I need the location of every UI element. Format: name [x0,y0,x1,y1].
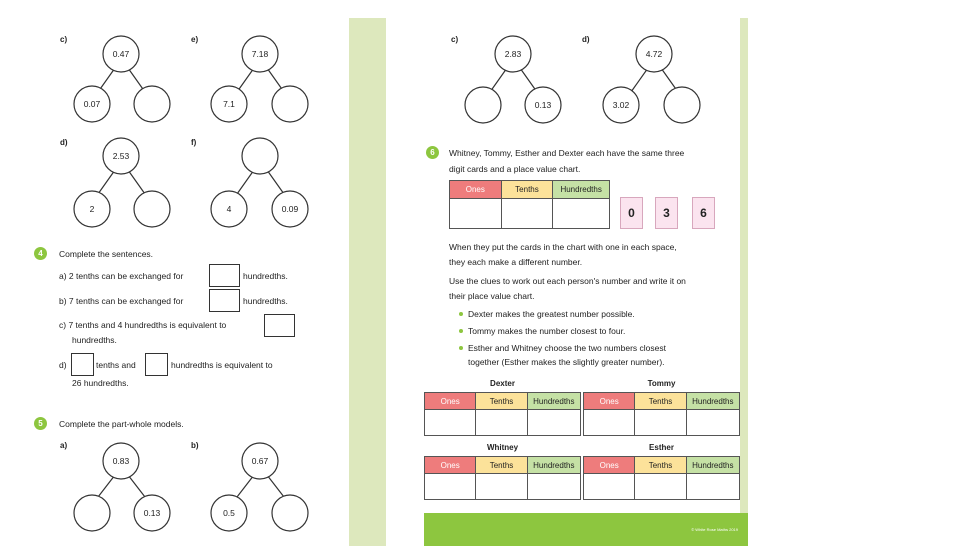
clue-text: Dexter makes the greatest number possible. [468,309,635,319]
sentence-d-mid: tenths and [96,360,136,370]
model-part-value: 4 [226,204,232,214]
model-label: d) [582,35,590,44]
model-whole-value: 7.18 [251,49,269,59]
answer-cell[interactable] [527,474,580,500]
sentence-a: a) 2 tenths can be exchanged for [59,271,184,281]
sentence-d-label: d) [59,360,67,370]
model-label: f) [191,138,197,147]
model-label: c) [60,35,68,44]
answer-cell[interactable] [635,474,686,500]
answer-box-d2[interactable] [145,353,168,376]
person-name-tommy: Tommy [647,379,676,388]
place-value-chart-dexter: Ones Tenths Hundredths [424,392,581,436]
sentence-c: c) 7 tenths and 4 hundredths is equivalent to [59,320,227,330]
bullet-point [459,312,463,316]
question-number-badge: 4 [34,247,47,260]
model-label: d) [60,138,68,147]
model-part-value: 7.1 [223,99,235,109]
answer-cell[interactable] [686,474,739,500]
answer-box-a[interactable] [209,264,240,287]
sentence-b: b) 7 tenths can be exchanged for [59,296,184,306]
model-whole-value: 4.72 [645,49,663,59]
sentence-d-end: hundredths is equivalent to [171,360,273,370]
header-hundredths: Hundredths [553,181,610,199]
question-title: Complete the sentences. [59,249,154,259]
question-number-badge: 5 [34,417,47,430]
model-whole-value: 0.83 [112,456,130,466]
header-ones: Ones [450,181,502,199]
answer-cell[interactable] [584,410,635,436]
model-part-value: 0.09 [281,204,299,214]
model-whole-value: 0.67 [251,456,269,466]
answer-box-c[interactable] [264,314,295,337]
sentence-a-end: hundredths. [243,271,288,281]
digit-card: 6 [692,197,715,229]
model-part-value: 3.02 [612,100,630,110]
model-part-value: 0.13 [143,508,161,518]
sentence-c-end: hundredths. [72,335,117,345]
q6-paragraph: When they put the cards in the chart with one in each space, [449,242,677,252]
answer-cell[interactable] [686,410,739,436]
answer-box-d1[interactable] [71,353,94,376]
question-title: Complete the part-whole models. [59,419,184,429]
model-part-value: 0.13 [534,100,552,110]
clue-text: Esther and Whitney choose the two numbers closest [468,343,666,353]
q6-intro: Whitney, Tommy, Esther and Dexter each have the same three [449,148,685,158]
place-value-chart-whitney: Ones Tenths Hundredths [424,456,581,500]
answer-cell[interactable] [635,410,686,436]
model-label: a) [60,441,68,450]
digit-card: 3 [655,197,678,229]
model-part-value: 0.5 [223,508,235,518]
model-label: e) [191,35,199,44]
sentence-d-post: 26 hundredths. [72,378,129,388]
question-number-badge: 6 [426,146,439,159]
model-whole-value: 2.83 [504,49,522,59]
sentence-b-end: hundredths. [243,296,288,306]
person-name-whitney: Whitney [486,443,519,452]
bullet-point [459,346,463,350]
answer-cell[interactable] [527,410,580,436]
clue-text: Tommy makes the number closest to four. [468,326,626,336]
q6-paragraph: they each make a different number. [449,257,583,267]
answer-cell[interactable] [476,474,527,500]
q6-intro: digit cards and a place value chart. [449,164,581,174]
clue-text: together (Esther makes the slightly greater number). [468,357,665,367]
digit-card: 0 [620,197,643,229]
answer-cell[interactable] [476,410,527,436]
answer-cell[interactable] [425,474,476,500]
place-value-chart-esther: Ones Tenths Hundredths [583,456,740,500]
place-value-chart-example [449,180,610,229]
model-part-value: 0.07 [83,99,101,109]
place-value-chart-tommy: Ones Tenths Hundredths [583,392,740,436]
copyright-text: © White Rose Maths 2019 [691,527,738,532]
model-whole-value: 0.47 [112,49,130,59]
model-part-value: 2 [89,204,95,214]
person-name-dexter: Dexter [490,379,515,388]
model-label: b) [191,441,199,450]
answer-cell[interactable] [584,474,635,500]
header-tenths: Tenths [501,181,553,199]
bullet-point [459,329,463,333]
answer-cell[interactable] [425,410,476,436]
model-whole-value: 2.53 [112,151,130,161]
answer-box-b[interactable] [209,289,240,312]
q6-paragraph: Use the clues to work out each person's number and write it on [449,276,686,286]
person-name-esther: Esther [649,443,674,452]
model-label: c) [451,35,459,44]
q6-paragraph: their place value chart. [449,291,535,301]
